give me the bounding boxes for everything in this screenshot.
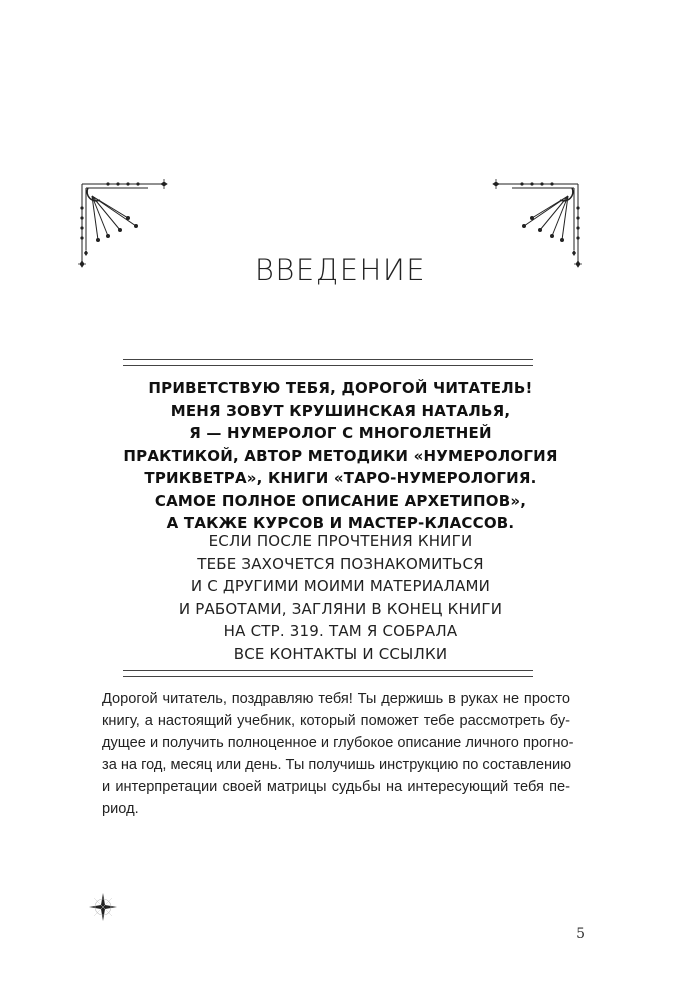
double-rule-divider	[123, 670, 533, 677]
intro-bold-line: ПРАКТИКОЙ, АВТОР МЕТОДИКИ «НУМЕРОЛОГИЯ	[123, 446, 558, 465]
intro-bold-line: ТРИКВЕТРА», КНИГИ «ТАРО-НУМЕРОЛОГИЯ.	[144, 469, 537, 487]
body-line: и интерпретации своей матрицы судьбы на интересующий тебя пе-	[102, 779, 570, 795]
body-line: книгу, а настоящий учебник, который поможет тебе рассмотреть бу-	[102, 713, 570, 729]
intro-light-line: И С ДРУГИМИ МОИМИ МАТЕРИАЛАМИ	[190, 577, 491, 595]
intro-bold-line: МЕНЯ ЗОВУТ КРУШИНСКАЯ НАТАЛЬЯ,	[170, 401, 511, 420]
intro-bold-line: САМОЕ ПОЛНОЕ ОПИСАНИЕ АРХЕТИПОВ»,	[154, 491, 527, 510]
intro-bold-line: ПРИВЕТСТВУЮ ТЕБЯ, ДОРОГОЙ ЧИТАТЕЛЬ!	[148, 379, 533, 397]
intro-bold-line: Я — НУМЕРОЛОГ С МНОГОЛЕТНЕЙ	[189, 424, 492, 442]
intro-bold-block	[100, 377, 581, 535]
chapter-title: ВВЕДЕНИЕ	[254, 253, 427, 287]
body-line: за на год, месяц или день. Ты получишь инструкцию по составлению	[102, 757, 572, 773]
body-line: Дорогой читатель, поздравляю тебя! Ты держишь в руках не просто	[102, 691, 570, 707]
sparkle-star-icon	[88, 892, 118, 922]
intro-bold-line: А ТАКЖЕ КУРСОВ И МАСТЕР-КЛАССОВ.	[166, 514, 515, 532]
intro-light-line: ВСЕ КОНТАКТЫ И ССЫЛКИ	[233, 644, 448, 663]
intro-light-line: ЕСЛИ ПОСЛЕ ПРОЧТЕНИЯ КНИГИ	[208, 532, 473, 550]
double-rule-divider	[123, 359, 533, 366]
page-number: 5	[576, 926, 585, 942]
body-line: дущее и получить полноценное и глубокое описание личного прогно-	[102, 735, 574, 751]
intro-light-line: И РАБОТАМИ, ЗАГЛЯНИ В КОНЕЦ КНИГИ	[178, 599, 503, 618]
intro-light-block	[100, 530, 581, 665]
intro-light-line: ТЕБЕ ЗАХОЧЕТСЯ ПОЗНАКОМИТЬСЯ	[197, 554, 484, 573]
body-line: риод.	[102, 801, 139, 817]
body-paragraph	[102, 688, 574, 820]
intro-light-line: НА СТР. 319. ТАМ Я СОБРАЛА	[223, 622, 458, 640]
